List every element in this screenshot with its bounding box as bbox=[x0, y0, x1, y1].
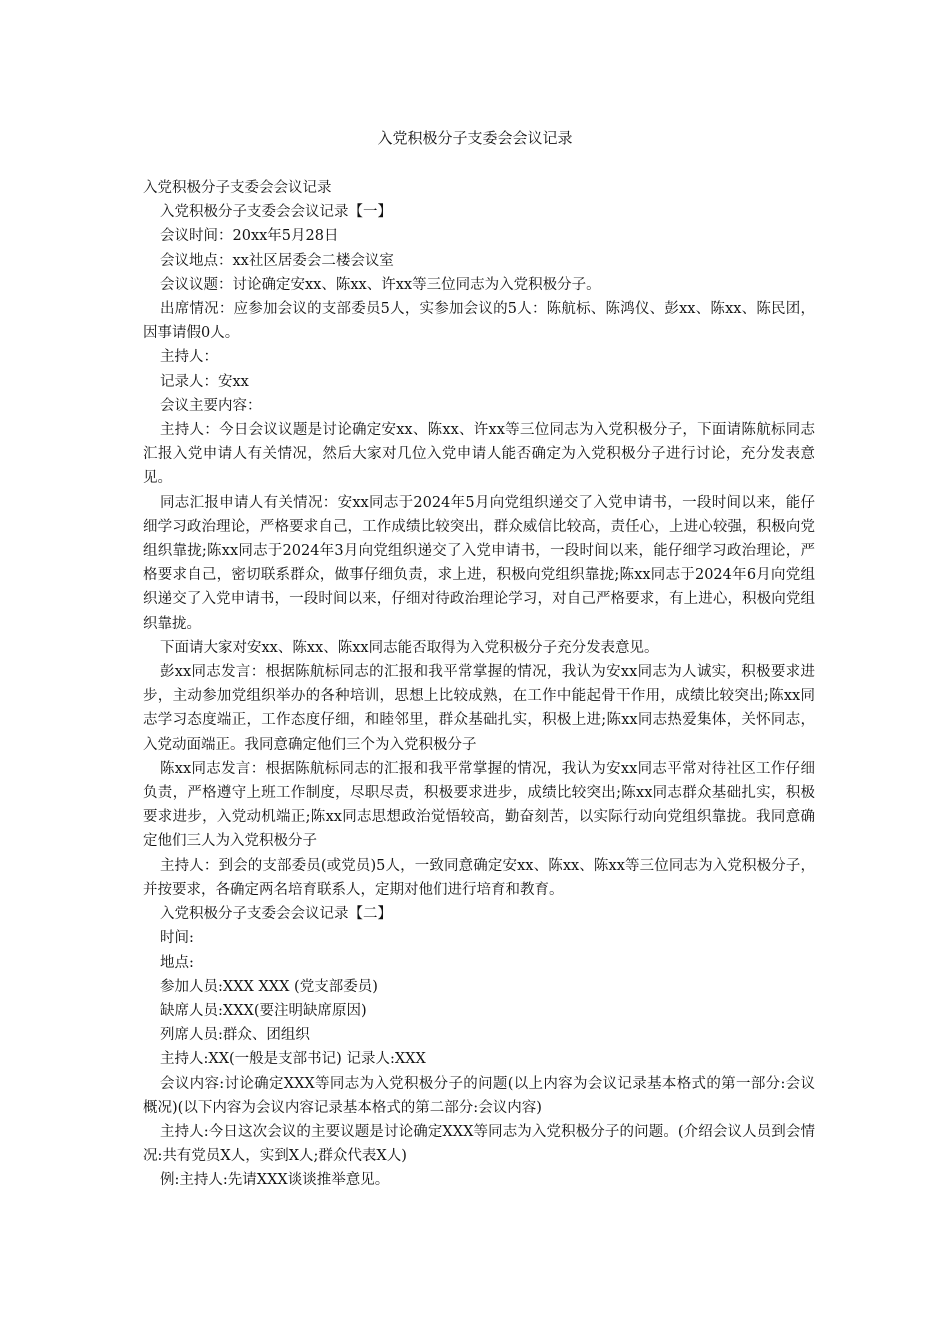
paragraph: 参加人员:XXX XXX (党支部委员) bbox=[160, 978, 378, 995]
paragraph: 出席情况：应参加会议的支部委员5人，实参加会议的5人：陈航标、陈鸿仪、彭xx、陈xx、陈民团，因事请假0人。 bbox=[143, 301, 815, 342]
paragraph: 例:主持人:先请XXX谈谈推举意见。 bbox=[160, 1172, 390, 1189]
paragraph: 彭xx同志发言：根据陈航标同志的汇报和我平常掌握的情况，我认为安xx同志为人诚实，积极要求进步，主动参加党组织举办的各种培训，思想上比较成熟，在工作中能起骨干作用，成绩比较突出;陈xx同志学习态度端正，工作态度仔细，和睦邻里，群众基础扎实，积极上进;陈xx同志热爱集体，关怀同志，入党动面端正。我同意确定他们三个为入党积极分子 bbox=[143, 664, 815, 753]
paragraph: 缺席人员:XXX(要注明缺席原因) bbox=[160, 1002, 367, 1019]
paragraph: 会议时间：20xx年5月28日 bbox=[160, 228, 339, 245]
paragraph: 同志汇报申请人有关情况：安xx同志于2024年5月向党组织递交了入党申请书，一段时间以来，能仔细学习政治理论，严格要求自己，工作成绩比较突出，群众威信比较高，责任心，上进心较强，积极向党组织靠拢;陈xx同志于2024年3月向党组织递交了入党申请书，一段时间以来，能仔细学习政治理论，严格要求自己，密切联系群众，做事仔细负责，求上进，积极向党组织靠拢;陈xx同志于2024年6月向党组织递交了入党申请书，一段时间以来，仔细对待政治理论学习，对自己严格要求，有上进心，积极向党组织靠拢。 bbox=[143, 494, 815, 632]
paragraph: 记录人：安xx bbox=[160, 373, 249, 390]
paragraph: 主持人：到会的支部委员(或党员)5人，一致同意确定安xx、陈xx、陈xx等三位同志为入党积极分子，并按要求，各确定两名培育联系人，定期对他们进行培育和教育。 bbox=[143, 857, 815, 898]
paragraph: 下面请大家对安xx、陈xx、陈xx同志能否取得为入党积极分子充分发表意见。 bbox=[160, 639, 659, 656]
paragraph: 会议主要内容： bbox=[160, 397, 262, 414]
paragraph: 会议内容:讨论确定XXX等同志为入党积极分子的问题(以上内容为会议记录基本格式的第一部分:会议概况)(以下内容为会议内容记录基本格式的第二部分:会议内容) bbox=[143, 1075, 815, 1116]
document-body bbox=[143, 176, 815, 1193]
paragraph: 地点: bbox=[160, 954, 194, 971]
section-heading-two: 入党积极分子支委会会议记录【二】 bbox=[160, 906, 392, 923]
section-heading-one: 入党积极分子支委会会议记录【一】 bbox=[160, 204, 392, 221]
paragraph: 入党积极分子支委会会议记录 bbox=[143, 180, 332, 196]
document-title: 入党积极分子支委会会议记录 bbox=[377, 129, 573, 147]
paragraph: 主持人： bbox=[160, 349, 218, 366]
paragraph: 主持人:XX(一般是支部书记) 记录人:XXX bbox=[160, 1051, 426, 1068]
paragraph: 时间: bbox=[160, 930, 194, 947]
paragraph: 主持人：今日会议议题是讨论确定安xx、陈xx、许xx等三位同志为入党积极分子，下面请陈航标同志汇报入党申请人有关情况，然后大家对几位入党申请人能否确定为入党积极分子进行讨论，充分发表意见。 bbox=[143, 422, 815, 487]
paragraph: 主持人:今日这次会议的主要议题是讨论确定XXX等同志为入党积极分子的问题。(介绍会议人员到会情况:共有党员X人，实到X人;群众代表X人) bbox=[143, 1123, 815, 1165]
paragraph: 陈xx同志发言：根据陈航标同志的汇报和我平常掌握的情况，我认为安xx同志平常对待社区工作仔细负责，严格遵守上班工作制度，尽职尽责，积极要求进步，成绩比较突出;陈xx同志群众基础扎实，积极要求进步，入党动机端正;陈xx同志思想政治觉悟较高，勤奋刻苦，以实际行动向党组织靠拢。我同意确定他们三人为入党积极分子 bbox=[143, 760, 815, 850]
paragraph: 会议议题：讨论确定安xx、陈xx、许xx等三位同志为入党积极分子。 bbox=[160, 276, 601, 293]
paragraph: 列席人员:群众、团组织 bbox=[160, 1027, 310, 1044]
paragraph: 会议地点：xx社区居委会二楼会议室 bbox=[160, 252, 394, 269]
